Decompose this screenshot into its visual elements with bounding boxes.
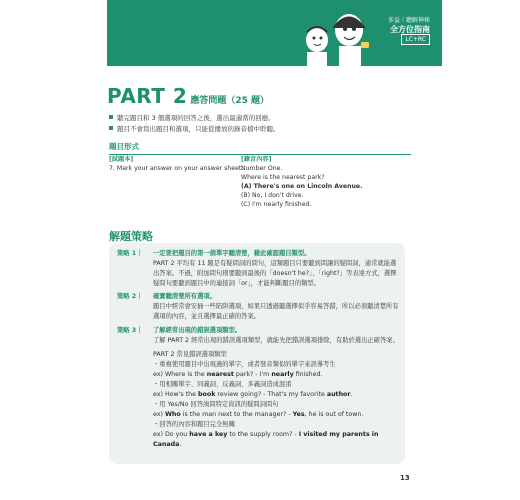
instruction-item: 聽完題目和 3 個選項的回答之後，選出最適當的回應。 bbox=[109, 113, 280, 124]
part-title-main: PART 2 bbox=[107, 84, 188, 108]
error-type-item: ・用相關單字、同義詞、反義詞、多義詞造成混淆 bbox=[153, 381, 292, 388]
strategy-body: 題目中經常會安插一些陷阱選項，如果只透過聽選擇似乎容易答錯，所以必須聽清楚所有選項的內容，並且選擇最正確的答案。 bbox=[153, 303, 399, 320]
square-bullet-icon bbox=[109, 126, 113, 130]
format-test-booklet bbox=[109, 155, 243, 173]
instructions bbox=[109, 113, 280, 135]
example-line: ex) How's the book review going? - That's my favorite author. bbox=[153, 391, 353, 398]
error-type-item: ・重複使用題目中出現過的單字，或者發音類似的單字來誤導考生 bbox=[153, 361, 336, 368]
header-banner bbox=[107, 0, 442, 66]
example-line: ex) Do you have a key to the supply room? - I visited my parents in Canada. bbox=[153, 431, 379, 448]
strategy-2 bbox=[117, 292, 399, 322]
example-line: ex) Where is the nearest park? - I'm nearly finished. bbox=[153, 371, 323, 378]
part-title-sub: 應答問題（25 題） bbox=[190, 96, 269, 106]
error-types-title: PART 2 常見錯誤選項類型 bbox=[153, 351, 227, 358]
brand-block bbox=[388, 16, 430, 45]
example-line: ex) Who is the man next to the manager? - Yes, he is out of town. bbox=[153, 411, 364, 418]
booklet-label: [試題本] bbox=[109, 156, 134, 163]
strategy-heading-text: 了解經常出現的錯誤選項類型。 bbox=[153, 327, 242, 334]
audio-line: Where is the nearest park? bbox=[241, 174, 325, 181]
strategy-tag: 策略 3｜ bbox=[117, 327, 143, 334]
page-number: 13 bbox=[400, 474, 410, 482]
audio-line: Number One. bbox=[241, 165, 283, 172]
square-bullet-icon bbox=[109, 115, 113, 119]
booklet-text: 7. Mark your answer on your answer sheet. bbox=[109, 165, 244, 172]
strategy-1 bbox=[117, 249, 399, 289]
strategy-body: PART 2 平均有 11 題是有疑問詞的問句，這類題目只要聽到問讓的疑問詞，通常就能選出答案。不過，附加問句則要聽到最後的「doesn't he?」、「right?」等表達方式，選擇疑問句要聽到題目中的連接詞「or」，才能判斷題目的類型。 bbox=[153, 260, 397, 287]
strategy-heading-text: 一定要把題目的第一個單字聽清楚，藉此確認題目類型。 bbox=[153, 250, 311, 257]
audio-label: [錄音內容] bbox=[241, 156, 272, 163]
strategy-3 bbox=[117, 326, 399, 450]
brand-top: 多益｜聽解神秘 bbox=[387, 17, 430, 24]
error-type-item: ・用 Yes/No 回答詢問特定資訊的疑問詞問句 bbox=[153, 401, 279, 408]
brand-main: 全方位指南 bbox=[390, 25, 430, 34]
strategy-body: 了解 PART 2 經常出現的錯誤選項類型，就能先把錯誤選項排除，有助於選出正確答案。 bbox=[153, 337, 399, 344]
part-title bbox=[107, 84, 269, 108]
strategy-tag: 策略 1｜ bbox=[117, 250, 143, 257]
strategy-heading-text: 確實聽清楚所有選項。 bbox=[153, 293, 216, 300]
strategy-tag: 策略 2｜ bbox=[117, 293, 143, 300]
format-audio-script bbox=[241, 155, 362, 209]
strategy-heading: 解題策略 bbox=[109, 230, 153, 243]
brand-box: LC+RC bbox=[401, 34, 430, 45]
format-heading: 題目形式 bbox=[109, 141, 411, 155]
mascot-illustration bbox=[295, 4, 375, 66]
answer-a: (A) There's one on Lincoln Avenue. bbox=[241, 183, 363, 190]
error-type-item: ・回答的內容和題目完全無關 bbox=[153, 421, 235, 428]
answer-c: (C) I'm nearly finished. bbox=[241, 201, 312, 208]
instruction-item: 題目不會寫出題目和選項，只能從播放的錄音檔中聆聽。 bbox=[109, 124, 280, 135]
answer-b: (B) No, I don't drive. bbox=[241, 192, 304, 199]
